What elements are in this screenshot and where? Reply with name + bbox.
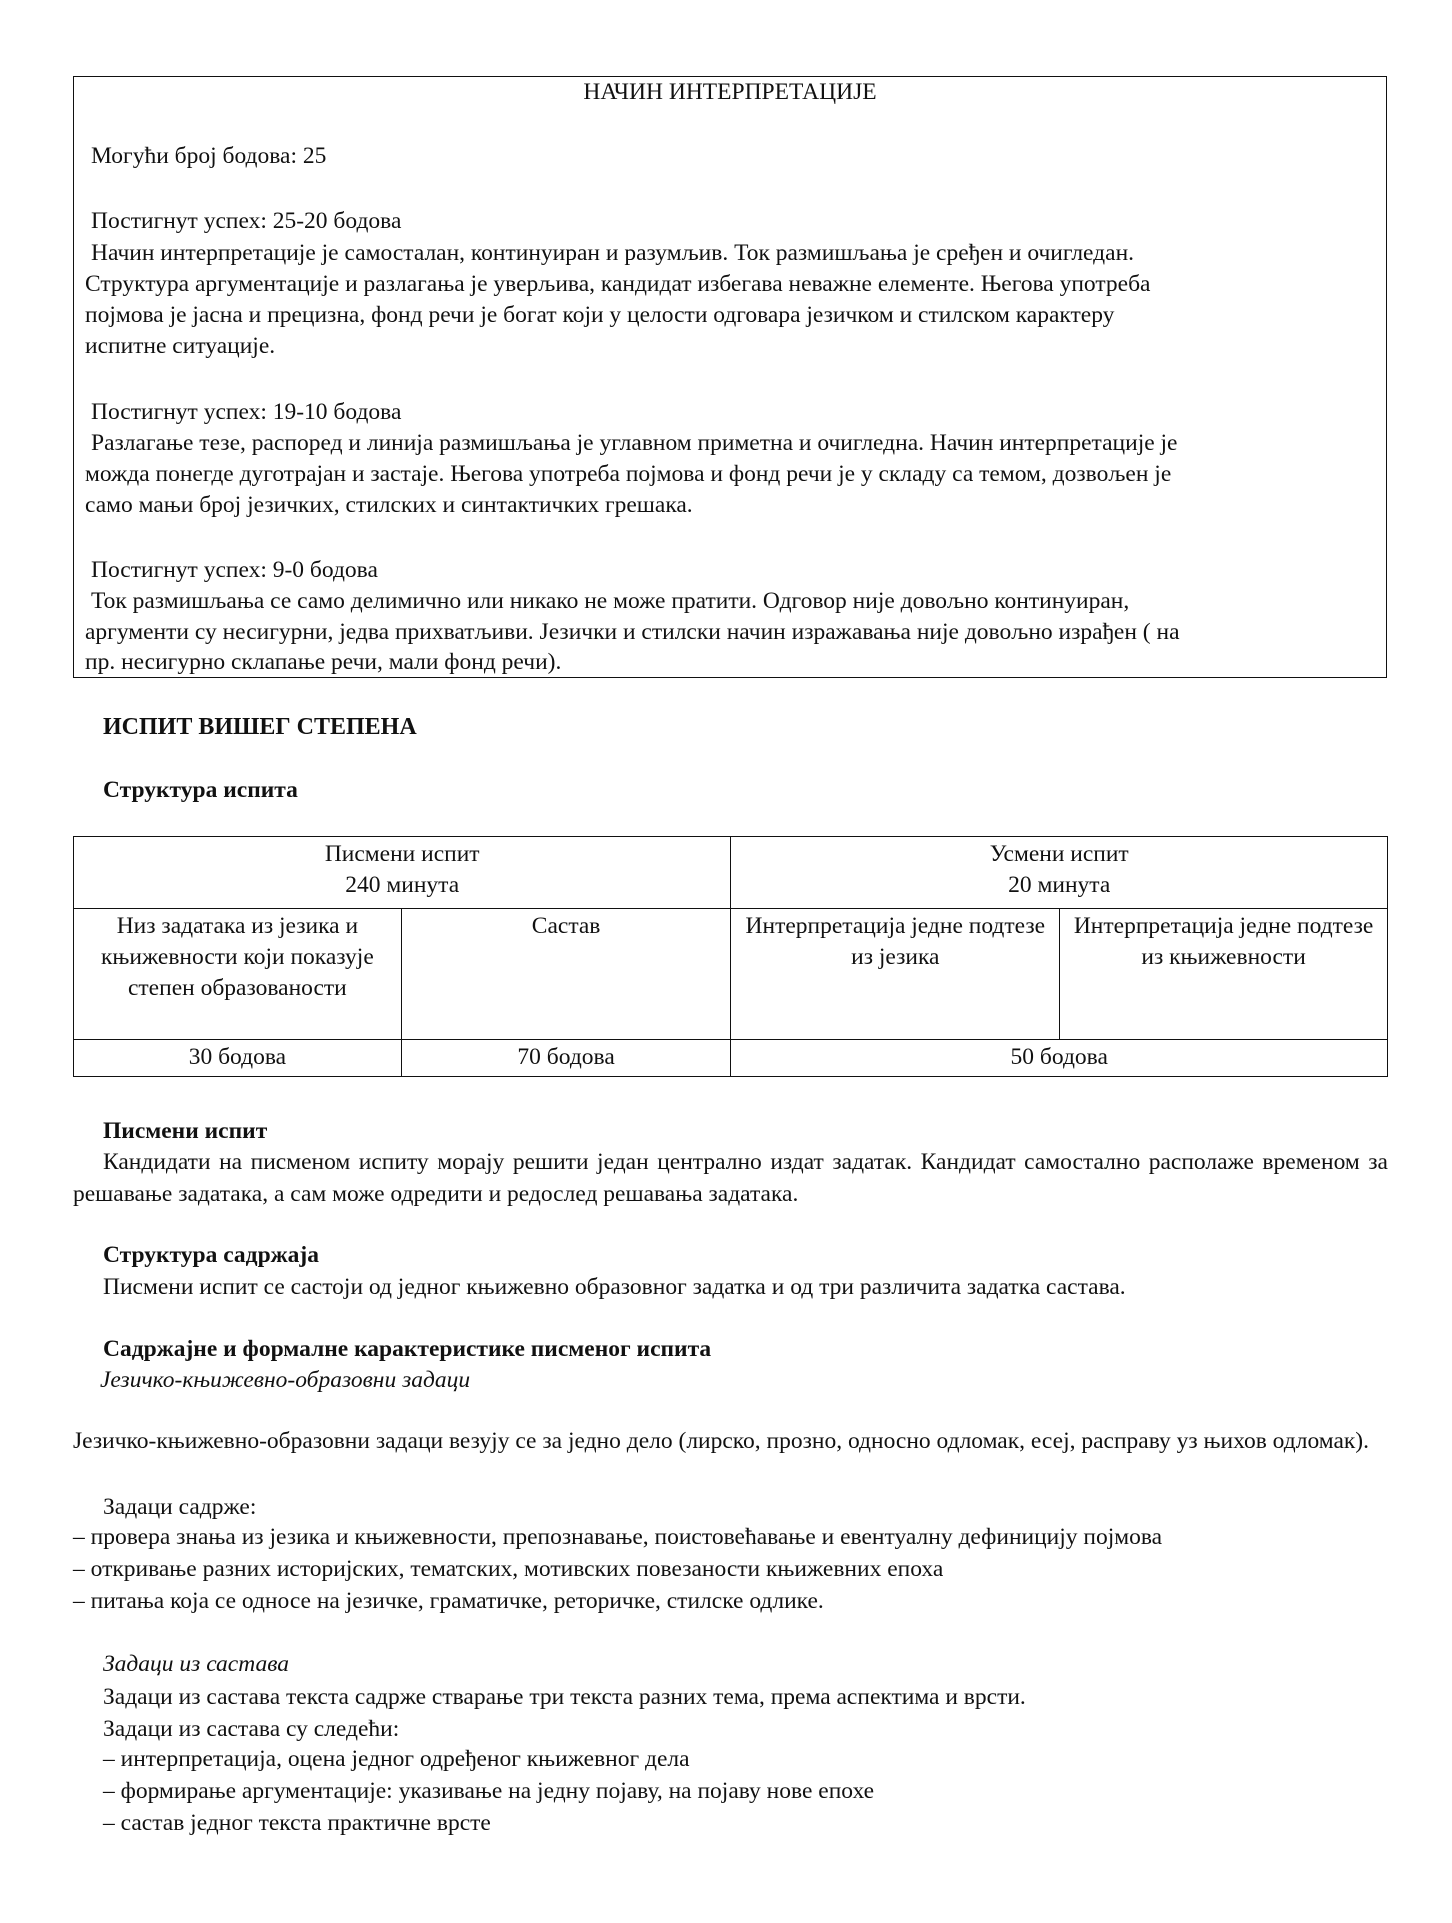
exam-structure-heading: Структура испита [103, 777, 298, 803]
max-points: Могући број бодова: 25 [91, 143, 327, 169]
content-structure-heading: Структура садржаја [103, 1242, 320, 1268]
level-heading: Постигнут успех: 25-20 бодова [91, 208, 402, 234]
written-exam-header [74, 837, 731, 909]
table-cell: Интерпретација једне подтезе из књижевности [1060, 909, 1388, 1040]
interpretation-box [73, 76, 1387, 678]
table-cell: Низ задатака из језика и књижевности који показује степен образованости [74, 909, 402, 1040]
written-exam-heading: Писмени испит [103, 1118, 268, 1144]
points-cell: 50 бодова [731, 1040, 1388, 1077]
written-exam-text: Кандидати на писменом испиту морају решити један централно издат задатак. Кандидат самостално располаже временом за решавање задатака, а сам може одредити и редослед решавања задатака. [73, 1149, 1388, 1207]
list-item: – интерпретација, оцена једног одређеног књижевног дела [103, 1746, 690, 1772]
level-heading: Постигнут успех: 19-10 бодова [91, 399, 402, 425]
list-item: – формирање аргументације: указивање на једну појаву, на појаву нове епохе [103, 1778, 875, 1804]
level-line: Начин интерпретације је самосталан, континуиран и разумљив. Ток размишљања је сређен и очигледан. [91, 240, 1135, 266]
level-line: испитне ситуације. [85, 333, 276, 359]
composition-subheading: Задаци из састава [103, 1651, 289, 1677]
composition-text: Задаци из састава текста садрже стварање три текста разних тема, према аспектима и врсти. [103, 1684, 1026, 1710]
level-line: само мањи број језичких, стилских и синтактичких грешака. [85, 492, 693, 518]
list-item: – питања која се односе на језичке, граматичке, реторичке, стилске одлике. [73, 1588, 824, 1614]
oral-exam-name: Усмени испит [989, 841, 1129, 867]
level-line: појмова је јасна и прецизна, фонд речи је богат који у целости одговара језичком и стилском карактеру [85, 302, 1115, 328]
characteristics-heading: Садржајне и формалне карактеристике писменог испита [103, 1336, 712, 1362]
level-line: пр. несигурно склапање речи, мали фонд речи). [85, 649, 562, 675]
exam-structure-table [73, 836, 1388, 1077]
composition-intro: Задаци из састава су следећи: [103, 1716, 400, 1742]
oral-exam-header [731, 837, 1388, 909]
oral-exam-duration: 20 минута [1008, 872, 1111, 898]
table-cell: Интерпретација једне подтезе из језика [731, 909, 1060, 1040]
characteristics-text: Језичко-књижевно-образовни задаци везују се за једно дело (лирско, прозно, односно одломак, есеј, расправу уз њихов одломак). [73, 1428, 1369, 1454]
list-item: – састав једног текста практичне врсте [103, 1810, 491, 1836]
content-structure-text: Писмени испит се састоји од једног књижевно образовног задатка и од три различита задатка састава. [103, 1274, 1126, 1300]
level-heading: Постигнут успех: 9-0 бодова [91, 557, 378, 583]
exam-title: ИСПИТ ВИШЕГ СТЕПЕНА [103, 714, 417, 740]
level-line: можда понегде дуготрајан и застаје. Његова употреба појмова и фонд речи је у складу са темом, дозвољен је [85, 461, 1172, 487]
tasks-intro: Задаци садрже: [103, 1494, 257, 1520]
points-cell: 30 бодова [74, 1040, 402, 1077]
interpretation-title: НАЧИН ИНТЕРПРЕТАЦИЈЕ [583, 79, 877, 105]
written-exam-duration: 240 минута [345, 872, 460, 898]
list-item: – откривање разних историјских, тематских, мотивских повезаности књижевних епоха [73, 1556, 944, 1582]
table-cell: Састав [401, 909, 731, 1040]
level-line: аргументи су несигурни, једва прихватљиви. Језички и стилски начин изражавања није довољно израђен ( на [85, 619, 1180, 645]
characteristics-subheading: Језичко-књижевно-образовни задаци [100, 1367, 471, 1393]
level-line: Разлагање тезе, распоред и линија размишљања је углавном приметна и очигледна. Начин интерпретације је [91, 430, 1178, 456]
written-exam-name: Писмени испит [324, 841, 480, 867]
level-line: Структура аргументације и разлагања је уверљива, кандидат избегава неважне елементе. Његова употреба [85, 271, 1151, 297]
level-line: Ток размишљања се само делимично или никако не може пратити. Одговор није довољно континуиран, [91, 588, 1130, 614]
points-cell: 70 бодова [401, 1040, 731, 1077]
list-item: – провера знања из језика и књижевности, препознавање, поистовећавање и евентуалну дефиницију појмова [73, 1524, 1163, 1550]
